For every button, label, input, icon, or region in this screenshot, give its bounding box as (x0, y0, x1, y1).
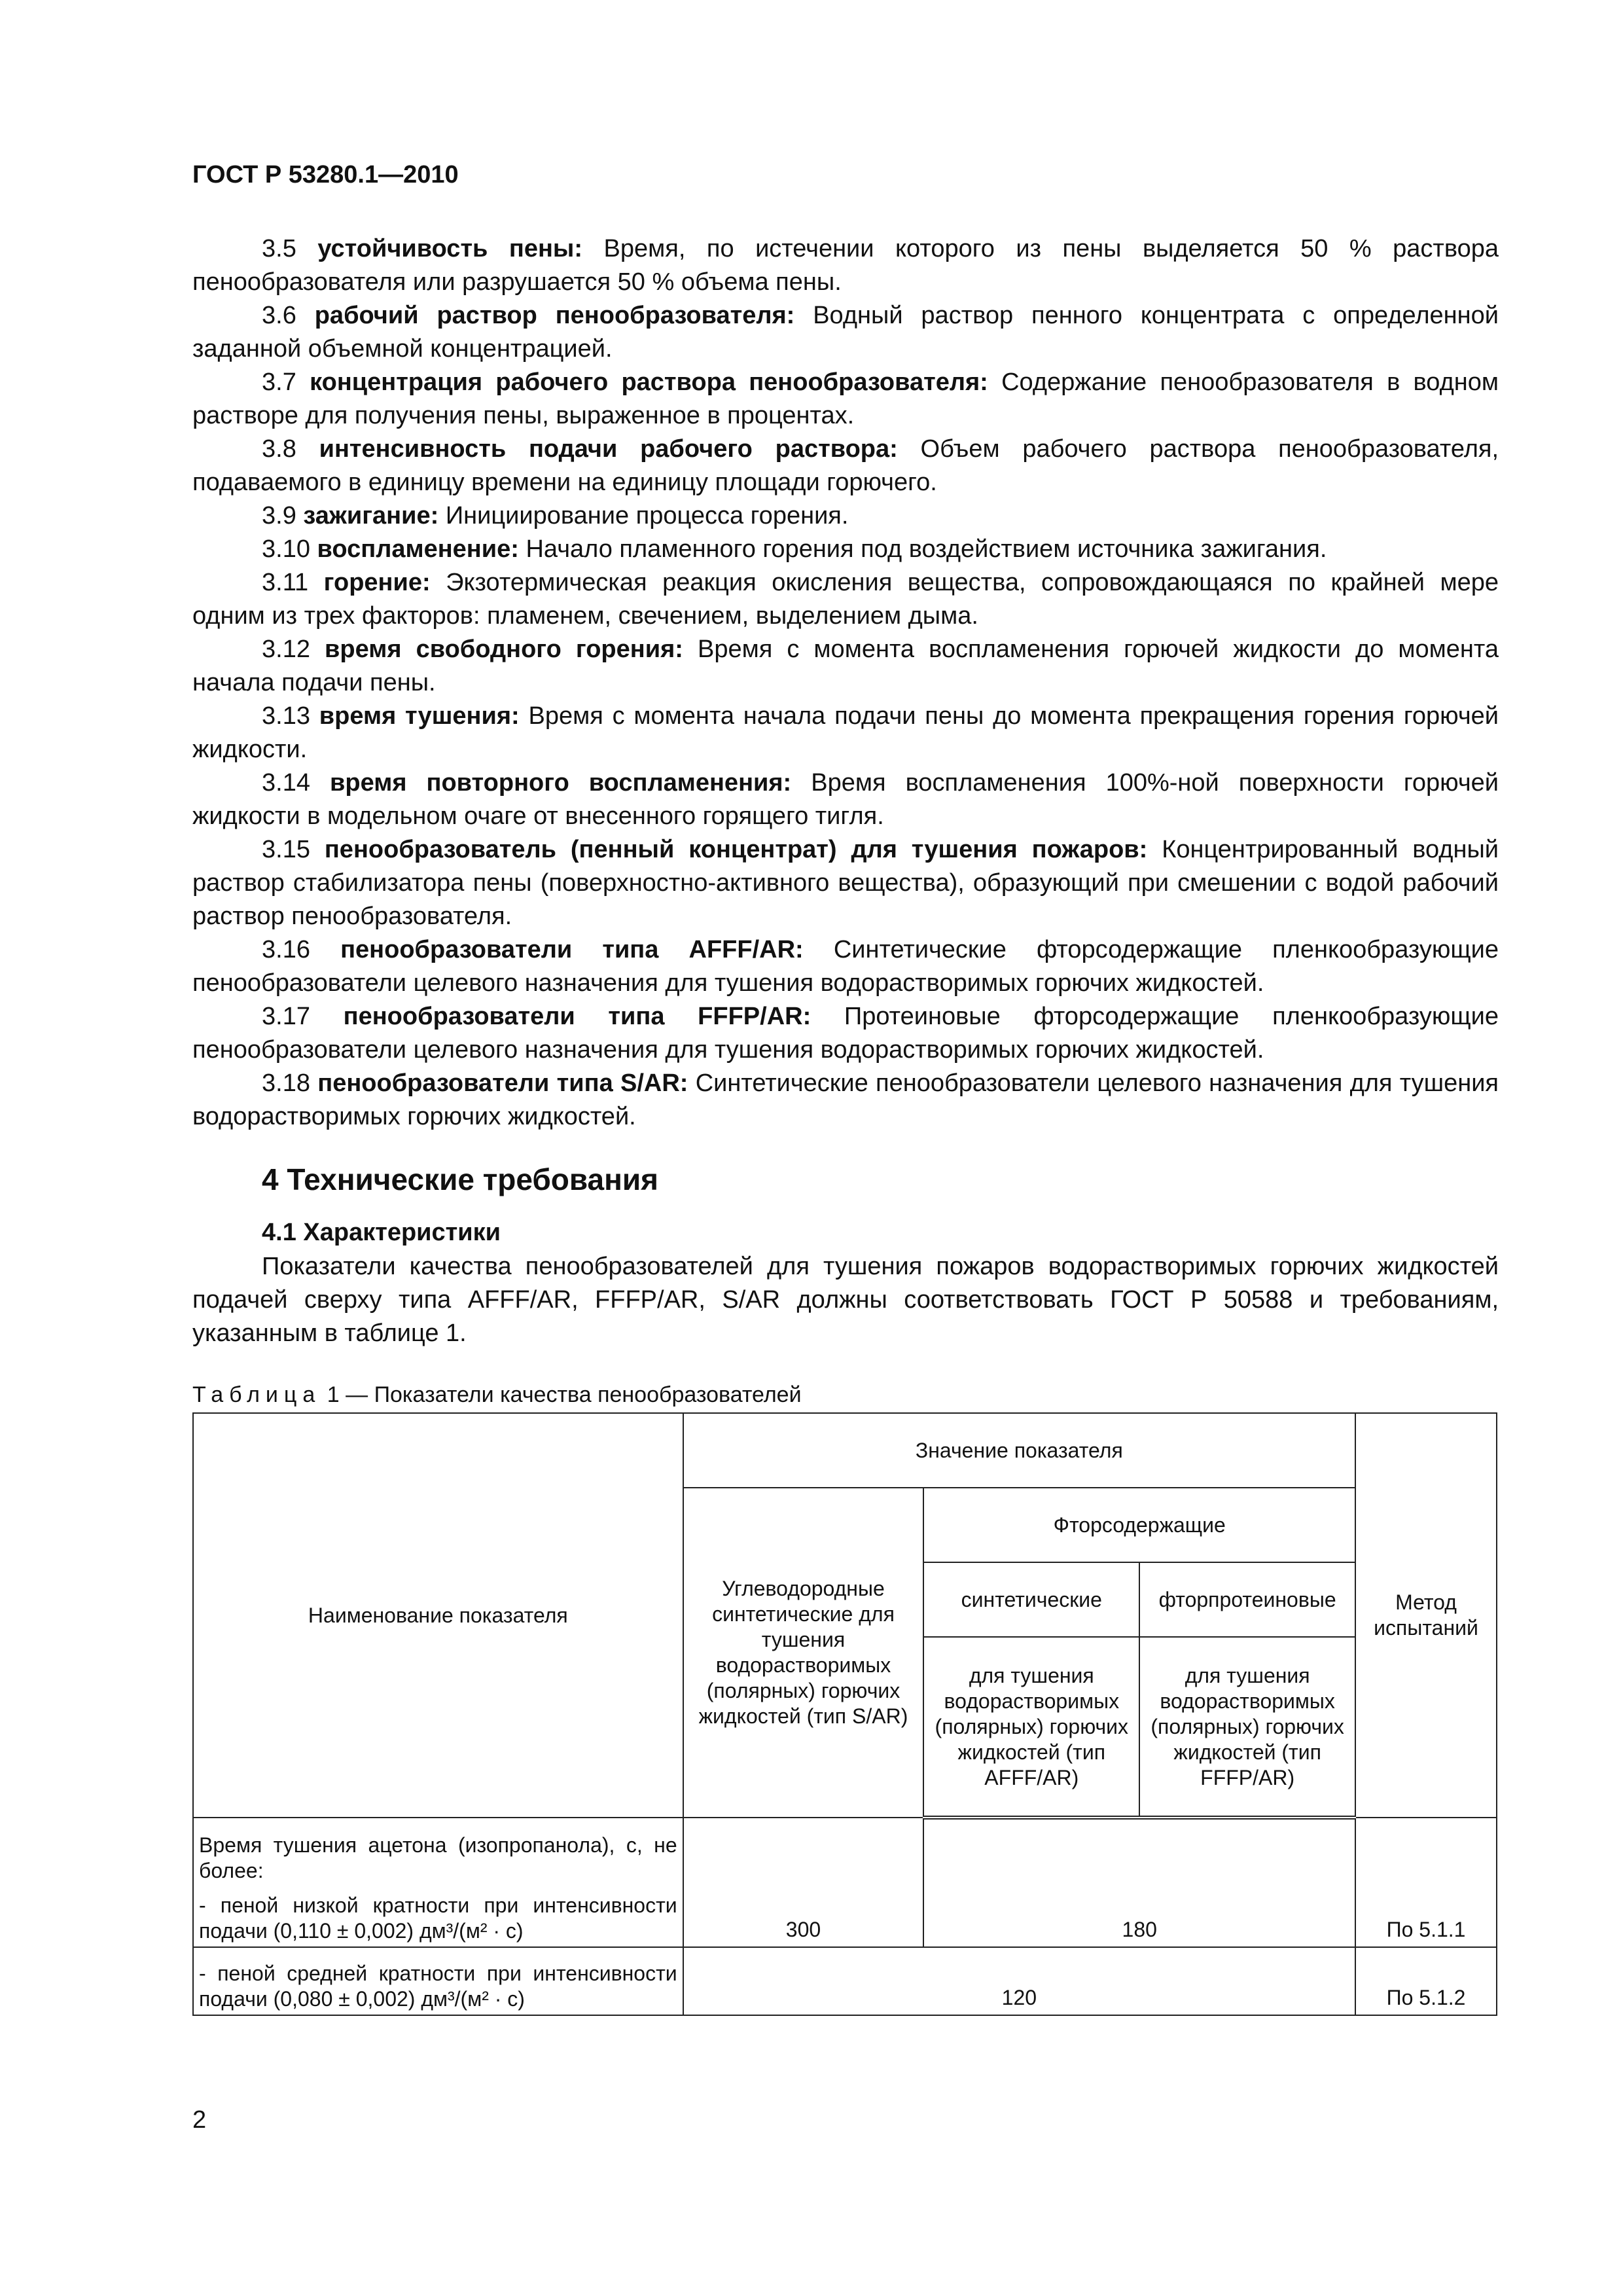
definition-item: 3.7 концентрация рабочего раствора пенообразователя: Содержание пенообразователя в водном растворе для получения пены, выраженное в процентах. (192, 368, 1499, 429)
header-method: Метод испытаний (1355, 1413, 1497, 1818)
row-label: - пеной низкой кратности при интенсивности подачи (0,110 ± 0,002) дм³/(м² · с) (193, 1886, 683, 1947)
row-label: - пеной средней кратности при интенсивности подачи (0,080 ± 0,002) дм³/(м² · с) (193, 1947, 683, 2015)
definition-item: 3.11 горение: Экзотермическая реакция окисления вещества, сопровождающаяся по крайней мере одним из трех факторов: пламенем, свечением, выделением дыма. (192, 569, 1499, 630)
definition-item: 3.15 пенообразователь (пенный концентрат) для тушения пожаров: Концентрированный водный раствор стабилизатора пены (поверхностно-активного вещества), образующий при смешении с водой рабочий раствор пенообразователя. (192, 836, 1499, 930)
definition-item: 3.12 время свободного горения: Время с момента воспламенения горючей жидкости до момента начала подачи пены. (192, 636, 1499, 696)
cell-all: 120 (683, 1947, 1355, 2015)
table-caption-text: 1 — Показатели качества пенообразователей (327, 1382, 802, 1407)
definition-item: 3.17 пенообразователи типа FFFP/AR: Протеиновые фторсодержащие пленкообразующие пенообразователи целевого назначения для тушения водорастворимых горючих жидкостей. (192, 1003, 1499, 1064)
definition-term: время свободного горения: (325, 636, 683, 663)
definition-term: устойчивость пены: (317, 235, 583, 262)
definition-term: пенообразователи типа S/AR: (317, 1069, 688, 1097)
page-number: 2 (192, 2106, 207, 2134)
definition-item: 3.6 рабочий раствор пенообразователя: Водный раствор пенного концентрата с определенной заданной объемной концентрацией. (192, 302, 1499, 363)
header-fluoro: Фторсодержащие (923, 1488, 1355, 1562)
section-title: 4 Технические требования (262, 1162, 658, 1196)
header-synthetic-desc: для тушения водорастворимых (полярных) горючих жидкостей (тип AFFF/AR) (923, 1637, 1139, 1818)
definition-term: рабочий раствор пенообразователя: (314, 302, 795, 329)
cell-method: По 5.1.2 (1355, 1947, 1497, 2015)
definition-term: время повторного воспламенения: (330, 769, 792, 797)
header-fluoroprotein-desc: для тушения водорастворимых (полярных) горючих жидкостей (тип FFFP/AR) (1139, 1637, 1355, 1818)
cell-empty (683, 1818, 924, 1886)
table-caption (192, 1382, 802, 1408)
definition-item: 3.5 устойчивость пены: Время, по истечении которого из пены выделяется 50 % раствора пенообразователя или разрушается 50 % объема пены. (192, 235, 1499, 296)
table-row (193, 1947, 1497, 2015)
definition-item: 3.10 воспламенение: Начало пламенного горения под воздействием источника зажигания. (262, 535, 1327, 563)
definition-term: зажигание: (303, 502, 439, 529)
quality-table (192, 1412, 1497, 2016)
definition-term: концентрация рабочего раствора пенообразователя: (310, 368, 988, 396)
cell-s-ar: 300 (683, 1886, 924, 1947)
definition-term: пенообразователи типа FFFP/AR: (343, 1003, 812, 1030)
intro-paragraph: Показатели качества пенообразователей для тушения пожаров водорастворимых горючих жидкостей подачей сверху типа AFFF/AR, FFFP/AR, S/AR должны соответствовать ГОСТ Р 50588 и требованиям, указанным в таблице 1. (192, 1253, 1499, 1347)
header-name: Наименование показателя (193, 1413, 683, 1818)
definition-item: 3.14 время повторного воспламенения: Время воспламенения 100%-ной поверхности горючей жидкости в модельном очаге от внесенного горящего тигля. (192, 769, 1499, 830)
definition-item: 3.8 интенсивность подачи рабочего раствора: Объем рабочего раствора пенообразователя, подаваемого в единицу времени на единицу площади горючего. (192, 435, 1499, 496)
definition-term: интенсивность подачи рабочего раствора: (319, 435, 898, 463)
definition-item: 3.16 пенообразователи типа AFFF/AR: Синтетические фторсодержащие пленкообразующие пенообразователи целевого назначения для тушения водорастворимых горючих жидкостей. (192, 936, 1499, 997)
table-row (193, 1886, 1497, 1947)
definition-term: пенообразователи типа AFFF/AR: (340, 936, 804, 963)
cell-empty (923, 1818, 1355, 1886)
header-value: Значение показателя (683, 1413, 1355, 1488)
definitions-list (192, 232, 1499, 1134)
definition-term: горение: (323, 569, 431, 596)
subsection-title: 4.1 Характеристики (262, 1219, 501, 1246)
table-caption-word: Таблица (192, 1382, 321, 1407)
definition-term: воспламенение: (317, 535, 519, 563)
cell-empty (1355, 1818, 1497, 1886)
cell-method: По 5.1.1 (1355, 1886, 1497, 1947)
header-synthetic: синтетические (923, 1562, 1139, 1637)
header-fluoroprotein: фторпротеиновые (1139, 1562, 1355, 1637)
cell-fluoro: 180 (923, 1886, 1355, 1947)
definition-item: 3.9 зажигание: Инициирование процесса горения. (262, 502, 849, 529)
definition-item: 3.18 пенообразователи типа S/AR: Синтетические пенообразователи целевого назначения для тушения водорастворимых горючих жидкостей. (192, 1069, 1499, 1130)
definition-term: время тушения: (319, 702, 520, 730)
document-code: ГОСТ Р 53280.1—2010 (192, 161, 459, 188)
group-label: Время тушения ацетона (изопропанола), с, не более: (193, 1818, 683, 1886)
definition-item: 3.13 время тушения: Время с момента начала подачи пены до момента прекращения горения горючей жидкости. (192, 702, 1499, 763)
header-hydrocarbon: Углеводородные синтетические для тушения водорастворимых (полярных) горючих жидкостей (тип S/AR) (683, 1488, 924, 1818)
definition-term: пенообразователь (пенный концентрат) для тушения пожаров: (324, 836, 1148, 863)
